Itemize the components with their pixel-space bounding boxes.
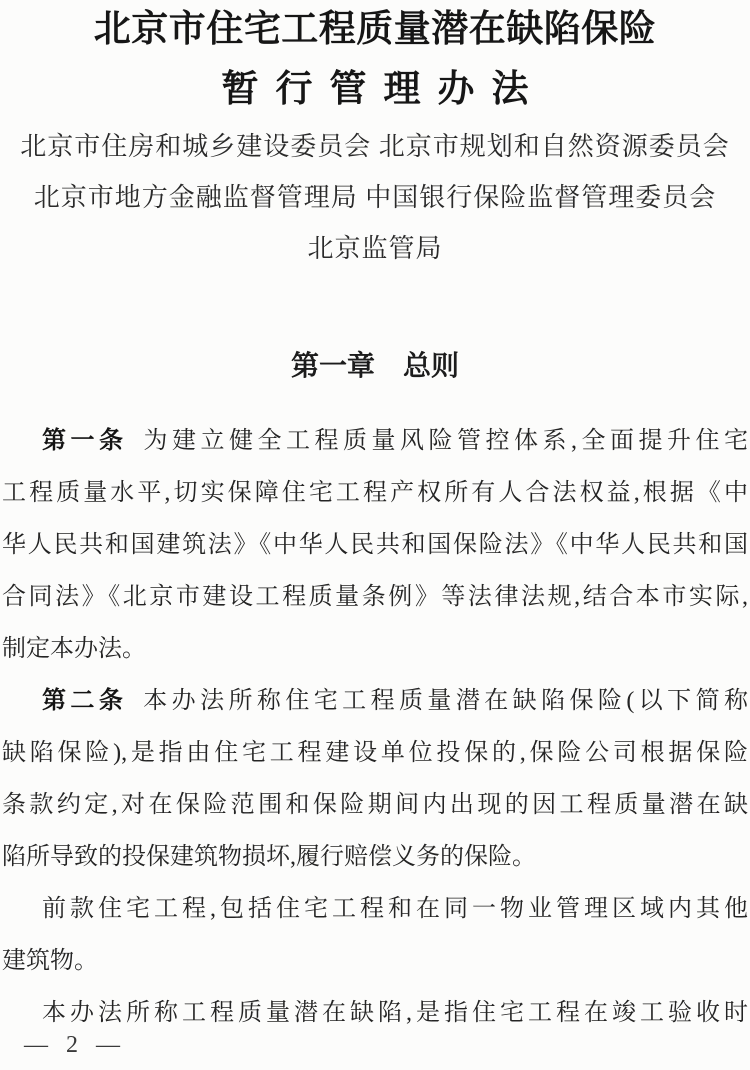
article-number: 第一条 (42, 427, 128, 454)
issuer-line-1: 北京市住房和城乡建设委员会 北京市规划和自然资源委员会 (20, 132, 730, 161)
body-line: 工程质量水平,切实保障住宅工程产权所有人合法权益,根据《中 (2, 480, 748, 506)
body-line: 陷所导致的投保建筑物损坏,履行赔偿义务的保险。 (2, 844, 536, 870)
page-number: — 2 — (24, 1032, 126, 1058)
body-line: 缺陷保险),是指由住宅工程建设单位投保的,保险公司根据保险 (2, 740, 748, 766)
body-line: 第二条 本办法所称住宅工程质量潜在缺陷保险(以下简称 (42, 687, 748, 714)
document-title-line2: 暂行管理办法 (221, 69, 546, 110)
body-line: 华人民共和国建筑法》《中华人民共和国保险法》《中华人民共和国 (2, 532, 748, 558)
issuing-authorities (0, 121, 750, 274)
article-number: 第二条 (42, 687, 128, 714)
body-line: 本办法所称工程质量潜在缺陷,是指住宅工程在竣工验收时 (42, 1000, 748, 1026)
body-line: 制定本办法。 (2, 636, 146, 662)
body-line: 建筑物。 (2, 948, 98, 974)
document-title-line1: 北京市住宅工程质量潜在缺陷保险 (93, 9, 657, 50)
chapter-heading: 第一章 总则 (290, 350, 459, 381)
issuer-line-3: 北京监管局 (307, 234, 443, 263)
issuer-line-2: 北京市地方金融监督管理局 中国银行保险监督管理委员会 (33, 183, 717, 212)
body-line: 合同法》《北京市建设工程质量条例》等法律法规,结合本市实际, (2, 584, 748, 610)
body-line: 第一条 为建立健全工程质量风险管控体系,全面提升住宅 (42, 427, 748, 454)
body-line: 条款约定,对在保险范围和保险期间内出现的因工程质量潜在缺 (2, 792, 748, 818)
body-line: 前款住宅工程,包括住宅工程和在同一物业管理区域内其他 (42, 896, 748, 922)
body-text (2, 415, 748, 1039)
